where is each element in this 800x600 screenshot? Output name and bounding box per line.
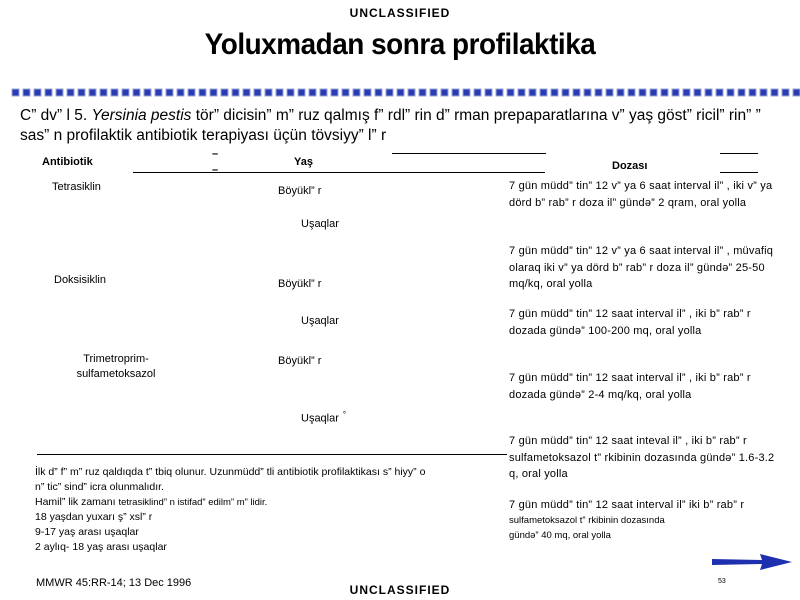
divider-dot <box>56 89 63 96</box>
header-dash-top: – <box>212 148 219 160</box>
dose-doxycycline-adults: 7 gün müdd” tin” 12 saat interval il” , iki b” rab” r dozada gündə” 100-200 mq, oral yolla <box>509 308 751 337</box>
divider-dot <box>78 89 85 96</box>
divider-dot <box>133 89 140 96</box>
divider-dot <box>177 89 184 96</box>
divider-dot <box>507 89 514 96</box>
divider-dot <box>375 89 382 96</box>
header-dose: Dozası <box>612 160 648 172</box>
divider-dot <box>782 89 789 96</box>
header-rule-3 <box>133 172 545 173</box>
dose-tmp-smx-children-line-3: gündə” 40 mq, oral yolla <box>509 530 611 541</box>
dose-tmp-smx-adults: 7 gün müdd” tin” 12 saat inteval il” , iki b” rab” r sulfametoksazol t” rkibinin dozasında gündə” 1.6-3.2 q, oral yolla <box>509 435 775 480</box>
divider-dot <box>122 89 129 96</box>
divider-dot <box>793 89 800 96</box>
caption-rest: tör” dicisin” m” ruz qalmış f” rdl” rin d” rman prepaparatlarına v” yaş göst” ricil” rin” ” sas” n profilaktik antibiotik terapiyası üçün tövsiyy” l” r <box>20 107 761 144</box>
navigation-arrow-icon[interactable] <box>712 553 792 571</box>
divider-dot <box>287 89 294 96</box>
divider-dot <box>639 89 646 96</box>
divider-dot <box>100 89 107 96</box>
divider-dot <box>518 89 525 96</box>
divider-dot <box>265 89 272 96</box>
divider-dot <box>397 89 404 96</box>
divider-dot <box>705 89 712 96</box>
divider-dot <box>155 89 162 96</box>
divider-dot <box>276 89 283 96</box>
divider-dot <box>166 89 173 96</box>
header-rule-4 <box>720 172 758 173</box>
dose-tmp-smx-children-line-2: sulfametoksazol t” rkibinin dozasında <box>509 515 665 526</box>
divider-dot <box>45 89 52 96</box>
header-age: Yaş <box>294 156 313 168</box>
header-dash-bottom: – <box>212 164 219 176</box>
dose-tmp-smx-children-line-1: 7 gün müdd” tin” 12 saat interval il” iki b” rab” r <box>509 499 745 511</box>
divider-dot <box>551 89 558 96</box>
divider-dot <box>320 89 327 96</box>
dose-doxycycline-children: 7 gün müdd” tin” 12 saat interval il” , iki b” rab” r dozada gündə” 2-4 mq/kq, oral yolla <box>509 372 751 401</box>
divider-dot <box>485 89 492 96</box>
divider-dot <box>430 89 437 96</box>
divider-dot <box>661 89 668 96</box>
table-caption <box>20 106 790 146</box>
slide-title: Yoluxmadan sonra profilaktika <box>204 28 596 61</box>
age-children-1: Uşaqlar <box>301 218 339 230</box>
antibiotic-tmp-smx: Trimetroprim-sulfametoksazol <box>76 353 156 380</box>
caption-italic: Yersinia pestis <box>91 107 192 124</box>
divider-dot <box>12 89 19 96</box>
divider-dot <box>595 89 602 96</box>
divider-dot <box>111 89 118 96</box>
divider-dot <box>309 89 316 96</box>
footnote-rule <box>37 454 507 455</box>
footnote-2-part-2: tetrasiklind” n istifad” edilm” m” lidir. <box>118 497 268 508</box>
divider-dot <box>386 89 393 96</box>
age-children-3-mark: ° <box>342 410 347 419</box>
divider-dot <box>144 89 151 96</box>
footnote-5: 2 aylıq- 18 yaş arası uşaqlar <box>35 541 167 553</box>
divider-dot <box>694 89 701 96</box>
divider-dot <box>199 89 206 96</box>
divider-dot <box>298 89 305 96</box>
footnote-4: 9-17 yaş arası uşaqlar <box>35 526 139 538</box>
divider-dot <box>210 89 217 96</box>
divider-dot <box>408 89 415 96</box>
divider-dot <box>496 89 503 96</box>
divider-dot <box>221 89 228 96</box>
divider-dot <box>749 89 756 96</box>
arrow-shape <box>712 554 792 570</box>
dose-tetracycline-adults: 7 gün müdd” tin” 12 v” ya 6 saat interval il” , iki v” ya dörd b” rab” r doza il” gündə” 2 qram, oral yolla <box>509 180 773 209</box>
divider-dot <box>23 89 30 96</box>
divider-dot <box>188 89 195 96</box>
age-children-3-label: Uşaqlar <box>301 412 339 425</box>
divider-dot <box>67 89 74 96</box>
antibiotic-doxycycline: Doksisiklin <box>54 274 106 286</box>
divider-dot <box>419 89 426 96</box>
divider-dot <box>34 89 41 96</box>
divider-dot <box>562 89 569 96</box>
divider-dot <box>353 89 360 96</box>
classification-bottom: UNCLASSIFIED <box>349 583 451 597</box>
classification-top: UNCLASSIFIED <box>349 6 451 20</box>
caption-prefix: C” dv” l 5. <box>20 107 92 124</box>
divider-dot <box>540 89 547 96</box>
dose-tetracycline-children: 7 gün müdd” tin” 12 v” ya 6 saat interval il” , müvafiq olaraq iki v” ya dörd b” rab” r doza il” gündə” 25-50 mq/kq, oral yolla <box>509 245 774 290</box>
divider-dot <box>606 89 613 96</box>
divider-dot <box>243 89 250 96</box>
divider-dot <box>683 89 690 96</box>
page-number: 53 <box>718 578 726 585</box>
divider-dot <box>727 89 734 96</box>
age-adults-1: Böyükl” r <box>278 185 322 197</box>
header-antibiotic: Antibiotik <box>42 156 93 168</box>
age-children-3 <box>301 407 346 427</box>
divider-dot <box>331 89 338 96</box>
antibiotic-tetracycline: Tetrasiklin <box>52 181 101 193</box>
age-children-2: Uşaqlar <box>301 315 339 327</box>
divider-dot <box>463 89 470 96</box>
divider-dot <box>441 89 448 96</box>
dotted-divider <box>0 86 800 100</box>
footnote-1-cont: n” tic” sind” icra olunmalıdır. <box>35 481 164 493</box>
divider-dot <box>584 89 591 96</box>
divider-dot <box>716 89 723 96</box>
divider-dot <box>650 89 657 96</box>
header-rule-2 <box>720 153 758 154</box>
divider-dot <box>672 89 679 96</box>
divider-dot <box>573 89 580 96</box>
divider-dot <box>529 89 536 96</box>
divider-dot <box>760 89 767 96</box>
footnote-2 <box>35 495 267 510</box>
divider-dot <box>452 89 459 96</box>
footnote-3: 18 yaşdan yuxarı ş” xsl” r <box>35 511 153 523</box>
divider-dot <box>617 89 624 96</box>
footnote-1: İlk d” f” m” ruz qaldıqda t” tbiq olunur. Uzunmüdd” tli antibiotik profilaktikası s” hiyy” o <box>35 466 426 478</box>
footnote-2-part-1: Hamil” lik zamanı <box>35 496 119 508</box>
age-adults-3: Böyükl” r <box>278 355 322 367</box>
header-rule-1 <box>392 153 546 154</box>
footer-source: MMWR 45:RR-14; 13 Dec 1996 <box>36 577 192 589</box>
divider-dot <box>474 89 481 96</box>
divider-dot <box>232 89 239 96</box>
age-adults-2: Böyükl” r <box>278 278 322 290</box>
divider-dot <box>738 89 745 96</box>
divider-dot <box>628 89 635 96</box>
divider-dot <box>771 89 778 96</box>
divider-dot <box>89 89 96 96</box>
divider-dot <box>364 89 371 96</box>
divider-dot <box>254 89 261 96</box>
divider-dot <box>342 89 349 96</box>
